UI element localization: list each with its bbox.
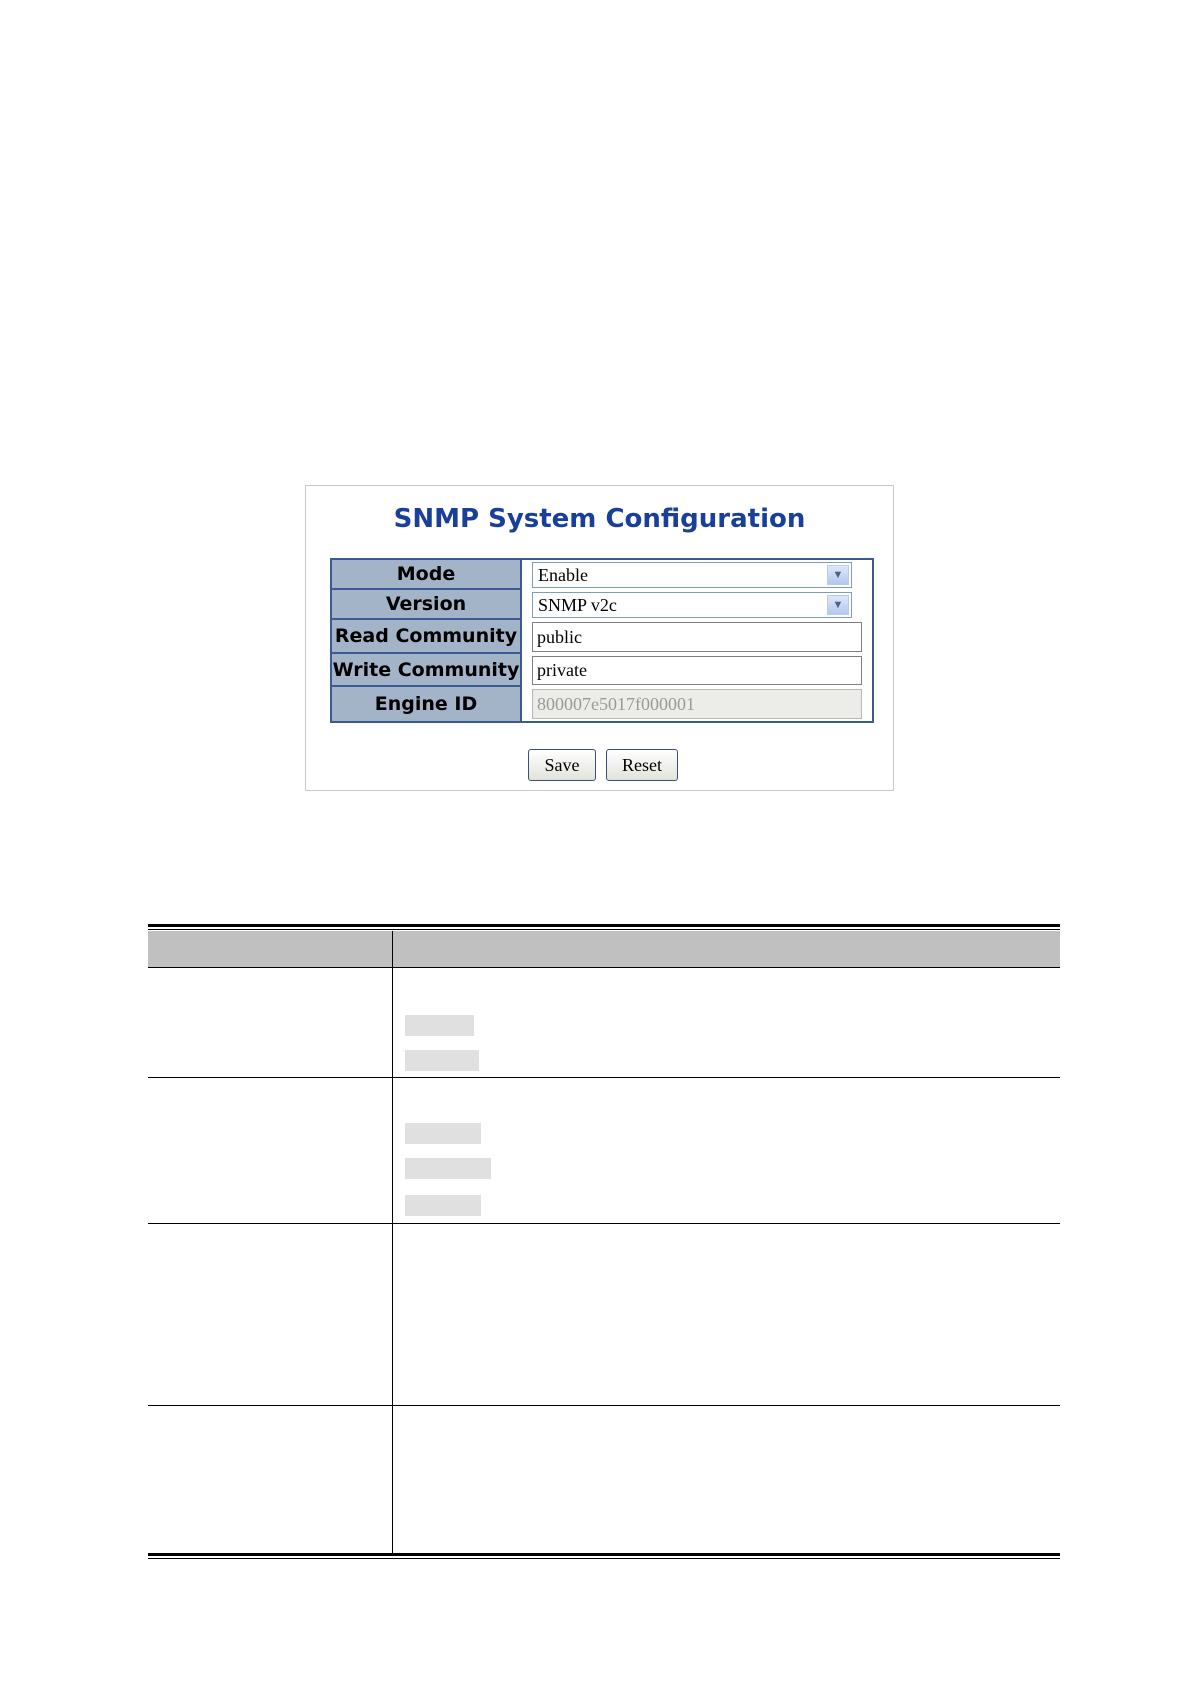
table-row-divider xyxy=(148,1405,1060,1406)
read-community-label: Read Community xyxy=(332,620,522,654)
mode-select[interactable] xyxy=(532,562,852,588)
chevron-down-icon[interactable]: ▼ xyxy=(827,595,849,615)
table-row-divider xyxy=(148,1077,1060,1078)
version-label: Version xyxy=(332,590,522,620)
table-top-rule xyxy=(148,924,1060,930)
reset-button[interactable]: Reset xyxy=(606,749,678,781)
engine-id-input: 800007e5017f000001 xyxy=(532,689,862,719)
table-bottom-rule xyxy=(148,1553,1060,1559)
page-title: SNMP System Configuration xyxy=(393,504,806,534)
table-column-divider xyxy=(392,931,393,1553)
write-community-row xyxy=(332,654,872,687)
version-select-value: SNMP v2c xyxy=(538,594,617,615)
table-value-chip xyxy=(405,1015,474,1036)
version-row xyxy=(332,590,872,620)
mode-row xyxy=(332,560,872,590)
mode-select-value: Enable xyxy=(538,564,588,585)
table-row-divider xyxy=(148,1223,1060,1224)
write-community-input[interactable]: private xyxy=(532,656,862,685)
engine-id-row xyxy=(332,687,872,721)
table-value-chip xyxy=(405,1195,481,1216)
version-select[interactable] xyxy=(532,592,852,618)
table-header-row xyxy=(148,931,1060,968)
snmp-config-table xyxy=(330,558,874,723)
table-value-chip xyxy=(405,1050,479,1071)
chevron-down-icon[interactable]: ▼ xyxy=(827,565,849,585)
table-value-chip xyxy=(405,1123,481,1144)
engine-id-label: Engine ID xyxy=(332,687,522,721)
mode-label: Mode xyxy=(332,560,522,590)
save-button[interactable]: Save xyxy=(528,749,596,781)
write-community-label: Write Community xyxy=(332,654,522,687)
read-community-input[interactable]: public xyxy=(532,622,862,652)
table-value-chip xyxy=(405,1158,491,1179)
read-community-row xyxy=(332,620,872,654)
snmp-config-panel xyxy=(305,485,894,791)
